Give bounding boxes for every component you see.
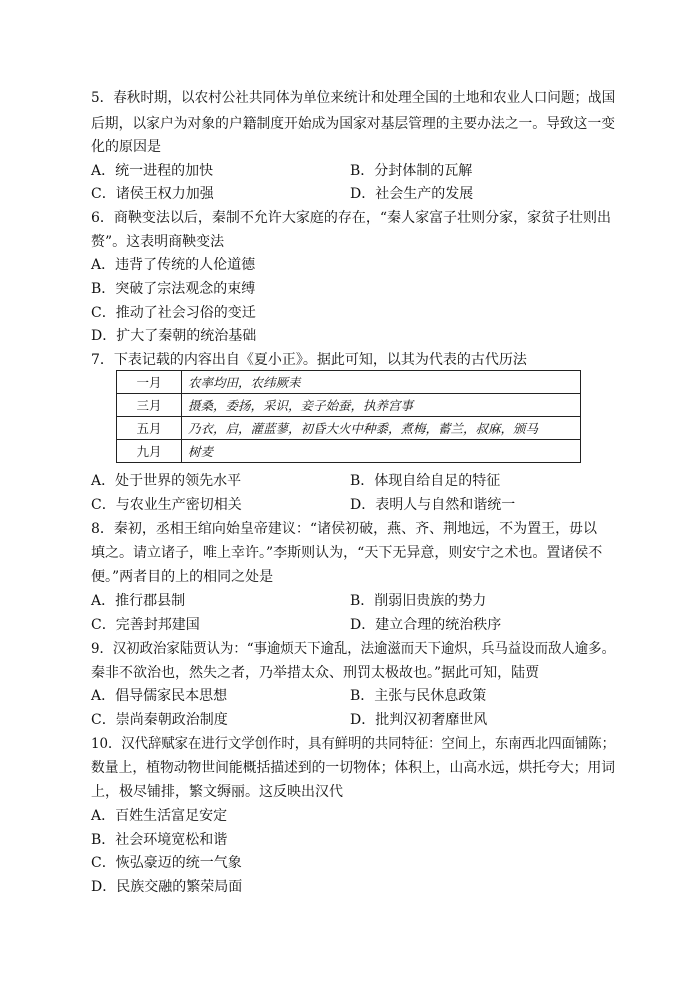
q7-option-a[interactable]: A．处于世界的领先水平 bbox=[91, 473, 242, 489]
month-cell: 九月 bbox=[117, 440, 182, 463]
table-row bbox=[117, 440, 581, 463]
content-cell: 乃衣，启，灌蓝蓼，初昏大火中种黍，煮梅，蓄兰，叔麻，颁马 bbox=[182, 417, 581, 440]
q6-option-a[interactable]: A．违背了传统的人伦道德 bbox=[91, 257, 256, 273]
q8-stem-line-2: 填之。请立诸子，唯上幸许。”李斯则认为，“天下无异意，则安宁之术也。置诸侯不 bbox=[91, 545, 603, 561]
q9-stem-line-1: 9．汉初政治家陆贾认为：“事逾烦天下逾乱，法逾滋而天下逾炽，兵马益设而敌人逾多。 bbox=[91, 641, 615, 657]
q7-option-c[interactable]: C．与农业生产密切相关 bbox=[91, 497, 242, 513]
q5-option-d[interactable]: D．社会生产的发展 bbox=[350, 186, 474, 202]
month-cell: 一月 bbox=[117, 371, 182, 394]
q10-stem-line-1: 10．汉代辞赋家在进行文学创作时，具有鲜明的共同特征：空间上，东南西北四面铺陈； bbox=[91, 736, 615, 752]
content-cell: 摄桑，委扬，采识，妾子始蚕，执养宫事 bbox=[182, 394, 581, 417]
q10-option-a[interactable]: A．百姓生活富足安定 bbox=[91, 808, 228, 824]
q10-option-c[interactable]: C．恢弘豪迈的统一气象 bbox=[91, 855, 242, 871]
q8-option-c[interactable]: C．完善封邦建国 bbox=[91, 617, 200, 633]
q7-stem-line-1: 7．下表记载的内容出自《夏小正》。据此可知，以其为代表的古代历法 bbox=[91, 352, 527, 368]
month-cell: 三月 bbox=[117, 394, 182, 417]
q10-option-d[interactable]: D．民族交融的繁荣局面 bbox=[91, 879, 243, 895]
q7-option-b[interactable]: B．体现自给自足的特征 bbox=[350, 473, 501, 489]
q8-stem-line-3: 便。”两者目的上的相同之处是 bbox=[91, 569, 274, 585]
q5-stem-line-3: 化的原因是 bbox=[91, 139, 161, 155]
q6-stem-line-1: 6．商鞅变法以后，秦制不允许大家庭的存在，“秦人家富子壮则分家，家贫子壮则出 bbox=[91, 210, 612, 226]
q8-option-a[interactable]: A．推行郡县制 bbox=[91, 593, 186, 609]
q9-option-c[interactable]: C．崇尚秦朝政治制度 bbox=[91, 712, 228, 728]
q9-option-a[interactable]: A．倡导儒家民本思想 bbox=[91, 688, 228, 704]
q9-option-d[interactable]: D．批判汉初奢靡世风 bbox=[350, 712, 488, 728]
q5-option-b[interactable]: B．分封体制的瓦解 bbox=[350, 163, 473, 179]
q9-stem-line-2: 秦非不欲治也，然失之者，乃举措太众、刑罚太极故也。”据此可知，陆贾 bbox=[91, 665, 540, 681]
q6-option-c[interactable]: C．推动了社会习俗的变迁 bbox=[91, 305, 256, 321]
q8-option-b[interactable]: B．削弱旧贵族的势力 bbox=[350, 593, 487, 609]
q6-option-d[interactable]: D．扩大了秦朝的统治基础 bbox=[91, 328, 257, 344]
xia-xiao-zheng-table bbox=[116, 370, 581, 463]
q7-option-d[interactable]: D．表明人与自然和谐统一 bbox=[350, 497, 516, 513]
content-cell: 农率均田，农纬厥耒 bbox=[182, 371, 581, 394]
q9-option-b[interactable]: B．主张与民休息政策 bbox=[350, 688, 487, 704]
q8-option-d[interactable]: D．建立合理的统治秩序 bbox=[350, 617, 502, 633]
q5-stem-line-2: 后期，以家户为对象的户籍制度开始成为国家对基层管理的主要办法之一。导致这一变 bbox=[91, 116, 616, 132]
table-row bbox=[117, 417, 581, 440]
q5-stem-line-1: 5．春秋时期，以农村公社共同体为单位来统计和处理全国的土地和农业人口问题；战国 bbox=[91, 90, 616, 106]
q8-stem-line-1: 8．秦初，丞相王绾向始皇帝建议：“诸侯初破，燕、齐、荆地远，不为置王，毋以 bbox=[91, 521, 598, 537]
q10-stem-line-3: 上，极尽铺排，繁文缛丽。这反映出汉代 bbox=[91, 784, 343, 800]
q5-option-a[interactable]: A．统一进程的加快 bbox=[91, 163, 214, 179]
table-row bbox=[117, 394, 581, 417]
q6-stem-line-2: 赘”。这表明商鞅变法 bbox=[91, 234, 225, 250]
q5-option-c[interactable]: C．诸侯王权力加强 bbox=[91, 186, 214, 202]
content-cell: 树麦 bbox=[182, 440, 581, 463]
q10-stem-line-2: 数量上，植物动物世间能概括描述到的一切物体；体积上，山高水远，烘托夸大；用词 bbox=[91, 760, 616, 776]
q10-option-b[interactable]: B．社会环境宽松和谐 bbox=[91, 832, 228, 848]
month-cell: 五月 bbox=[117, 417, 182, 440]
q6-option-b[interactable]: B．突破了宗法观念的束缚 bbox=[91, 281, 256, 297]
table-row bbox=[117, 371, 581, 394]
